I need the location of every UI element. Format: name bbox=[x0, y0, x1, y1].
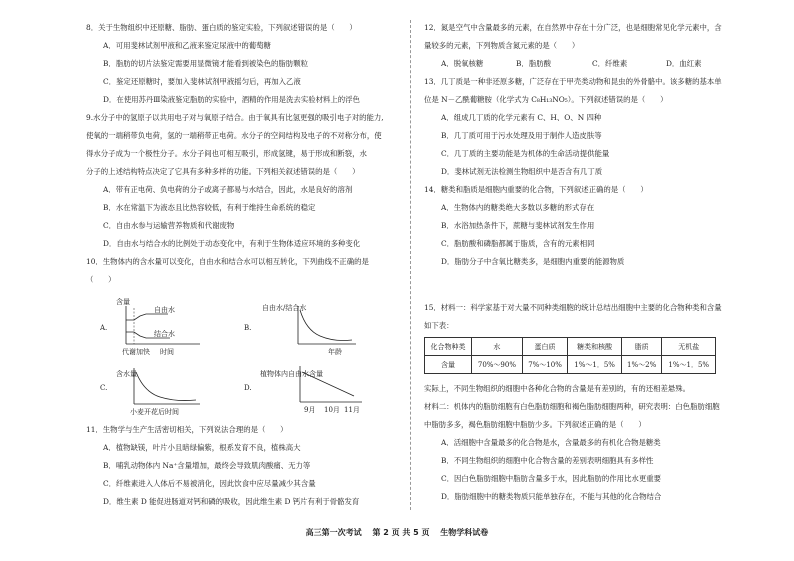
q13-stem-line2: 位是 N－乙酰葡糖胺（化学式为 C₈H₁₃NO₅）。下列叙述错误的是（ ） bbox=[424, 95, 668, 104]
q15-material1-line1: 15．材料一：科学家基于对大量不同种类细胞的统计总结出细胞中主要的化合物种类和含量 bbox=[424, 303, 722, 312]
q9-stem-line2: 使氧的一端稍带负电荷，氢的一端稍带正电荷。水分子的空间结构及电子的不对称分布，使 bbox=[86, 131, 382, 140]
q14-option-a: A．生物体内的糖类绝大多数以多糖的形式存在 bbox=[441, 203, 595, 212]
q13-option-c: C．几丁质的主要功能是为机体的生命活动提供能量 bbox=[441, 149, 610, 158]
q8-option-c: C．鉴定还原糖时，要加入斐林试剂甲液摇匀后，再加入乙液 bbox=[103, 77, 301, 86]
figure-c-xlabel: 小麦开花后时间 bbox=[130, 408, 179, 416]
q14-option-c: C．脂肪酸和磷脂都属于脂质，含有的元素相同 bbox=[441, 239, 595, 248]
q12-option-c: C．纤维素 bbox=[592, 59, 628, 68]
table-header-cell: 水 bbox=[472, 338, 523, 356]
q12-option-a: A．脱氧核糖 bbox=[441, 59, 484, 68]
figure-d-xtick-3: 11月 bbox=[344, 406, 360, 414]
q8-option-b: B．脂肪的切片法鉴定需要用显微镜才能看到被染色的脂肪颗粒 bbox=[103, 59, 308, 68]
q15-material1-line2: 如下表： bbox=[424, 321, 454, 330]
q10-figure-a bbox=[100, 294, 210, 358]
q14-option-d: D．脂肪分子中含氧比糖类多，是细胞内重要的能源物质 bbox=[441, 257, 625, 266]
table-cell: 1%～2% bbox=[621, 356, 662, 374]
figure-b-letter: B. bbox=[244, 324, 252, 332]
bound-water-label: 结合水 bbox=[154, 330, 175, 338]
q12-option-d: D．血红素 bbox=[666, 59, 702, 68]
q10-figure-c bbox=[100, 364, 220, 420]
q14-option-b: B．水浴加热条件下，蔗糖与斐林试剂发生作用 bbox=[441, 221, 595, 230]
q9-option-a: A．带有正电荷、负电荷的分子或离子都易与水结合，因此，水是良好的溶剂 bbox=[103, 185, 353, 194]
q10-stem: 10．生物体内的含水量可以变化，自由水和结合水可以相互转化，下列曲线不正确的是 bbox=[86, 257, 369, 266]
page-footer: 高三第一次考试 第 2 页 共 5 页 生物学科试卷 bbox=[305, 528, 489, 537]
q10-figure-b bbox=[244, 300, 374, 356]
q9-option-d: D．自由水与结合水的比例处于动态变化中，有利于生物体适应环境的多种变化 bbox=[103, 239, 361, 248]
q14-stem: 14．糖类和脂质是细胞内重要的化合物，下列叙述正确的是（ ） bbox=[424, 185, 648, 194]
figure-b-xlabel: 年龄 bbox=[328, 348, 342, 356]
compound-table bbox=[424, 337, 716, 374]
figure-b-curve bbox=[300, 310, 352, 341]
figure-a-ylabel: 含量 bbox=[116, 298, 130, 306]
q8-option-d: D．在使用苏丹Ⅲ染液鉴定脂肪的实验中，酒精的作用是洗去实验材料上的浮色 bbox=[103, 95, 360, 104]
free-water-label: 自由水 bbox=[154, 306, 175, 314]
figure-a-xlabel-2: 时间 bbox=[160, 348, 174, 356]
q15-material2-line2: 中脂肪多多，褐色脂肪细胞中脂肪少多。下列叙述正确的是（ ） bbox=[424, 420, 646, 429]
table-header-cell: 化合物种类 bbox=[425, 338, 472, 356]
q13-option-d: D．斐林试剂无法检测生物组织中是否含有几丁质 bbox=[441, 167, 603, 176]
q9-option-c: C．自由水参与运输营养物质和代谢废物 bbox=[103, 221, 235, 230]
column-divider bbox=[410, 20, 411, 510]
table-cell: 1%～1．5% bbox=[568, 356, 621, 374]
q11-option-b: B．哺乳动物体内 Na⁺含量增加，最终会导致肌肉酸痛、无力等 bbox=[103, 461, 311, 470]
figure-a-xlabel-1: 代谢加快 bbox=[122, 348, 150, 356]
table-cell: 70%～90% bbox=[472, 356, 523, 374]
figure-c-curve bbox=[136, 372, 196, 401]
q12-option-b: B．脂肪酸 bbox=[516, 59, 551, 68]
table-header-cell: 糖类和核酸 bbox=[568, 338, 621, 356]
q9-stem-line1: 9.水分子中的氢原子以共用电子对与氧原子结合。由于氧具有比氢更强的吸引电子对的能力, bbox=[86, 113, 384, 122]
q9-option-b: B．水在常温下为液态且比热容较低，有利于维持生命系统的稳定 bbox=[103, 203, 316, 212]
q11-option-a: A．植物缺镁，叶片小且暗绿偏紫，根系发育不良，植株高大 bbox=[103, 443, 301, 452]
table-header-cell: 蛋白质 bbox=[522, 338, 568, 356]
left-column bbox=[86, 0, 398, 510]
q15-option-d: D．脂肪细胞中的糖类物质只能单独存在，不能与其他的化合物结合 bbox=[441, 492, 662, 501]
table-cell: 1%～1．5% bbox=[662, 356, 716, 374]
q9-stem-line4: 分子的上述结构特点决定了它具有多种多样的功能。下列相关叙述错误的是（ ） bbox=[86, 167, 360, 176]
figure-b-ylabel: 自由水/结合水 bbox=[262, 304, 307, 312]
q12-stem-line2: 量较多的元素，下列物质含氮元素的是（ ） bbox=[424, 41, 580, 50]
q11-stem: 11．生物学与生产生活密切相关，下列说法合理的是（ ） bbox=[86, 425, 288, 434]
q10-figure-d bbox=[244, 362, 374, 418]
figure-d-xtick-1: 9月 bbox=[304, 406, 316, 414]
figure-c-ylabel: 含水量 bbox=[116, 370, 137, 378]
right-column bbox=[424, 0, 724, 510]
figure-d-letter: D. bbox=[244, 384, 252, 392]
figure-c-letter: C. bbox=[100, 384, 108, 392]
q9-stem-line3: 得水分子成为一个极性分子。水分子间也可相互吸引，形成氢键，易于形成和断裂，水 bbox=[86, 149, 367, 158]
table-header-row bbox=[425, 338, 716, 356]
q11-option-d: D．维生素 D 能促进肠道对钙和磷的吸收，因此维生素 D 钙片有利于骨骼发育 bbox=[103, 497, 360, 506]
q13-option-a: A．组成几丁质的化学元素有 C、H、O、N 四种 bbox=[441, 113, 602, 122]
q15-after-table: 实际上，不同生物组织的细胞中各种化合物的含量是有差别的，有的还相差悬殊。 bbox=[424, 384, 691, 393]
table-cell: 7%～10% bbox=[522, 356, 568, 374]
free-water-curve bbox=[126, 314, 168, 320]
q15-option-c: C．因白色脂肪细胞中脂肪含量多于水，因此脂肪的作用比水更重要 bbox=[441, 474, 661, 483]
q8-option-a: A．可用斐林试剂甲液和乙液来鉴定尿液中的葡萄糖 bbox=[103, 41, 271, 50]
q15-option-b: B．不同生物组织的细胞中化合物含量的差别表明细胞具有多样性 bbox=[441, 456, 654, 465]
q15-option-a: A．活细胞中含量最多的化合物是水，含量最多的有机化合物是糖类 bbox=[441, 438, 661, 447]
figure-d-ylabel: 植物体内自由水含量 bbox=[260, 370, 323, 378]
q12-stem-line1: 12．氮是空气中含量最多的元素，在自然界中存在十分广泛，也是细胞常见化学元素中，含 bbox=[424, 23, 722, 32]
q8-stem: 8．关于生物组织中还原糖、脂肪、蛋白质的鉴定实验，下列叙述错误的是（ ） bbox=[86, 23, 357, 32]
q11-option-c: C．纤维素进入人体后不易被消化，因此饮食中应尽量减少其含量 bbox=[103, 479, 316, 488]
figure-a-letter: A. bbox=[100, 324, 108, 332]
table-header-cell: 脂质 bbox=[621, 338, 662, 356]
figure-d-xtick-2: 10月 bbox=[324, 406, 340, 414]
q15-material2-line1: 材料二：机体内的脂肪细胞有白色脂肪细胞和褐色脂肪细胞两种，研究表明：白色脂肪细胞 bbox=[424, 402, 720, 411]
table-row bbox=[425, 356, 716, 374]
table-cell: 含量 bbox=[425, 356, 472, 374]
q10-paren: （ ） bbox=[86, 275, 116, 284]
q13-stem-line1: 13．几丁质是一种非还原多糖，广泛存在于甲壳类动物和昆虫的外骨骼中。该多糖的基本单 bbox=[424, 77, 722, 86]
q13-option-b: B．几丁质可用于污水处理及用于制作人造皮肤等 bbox=[441, 131, 602, 140]
table-header-cell: 无机盐 bbox=[662, 338, 716, 356]
figure-d-curve bbox=[302, 372, 354, 396]
